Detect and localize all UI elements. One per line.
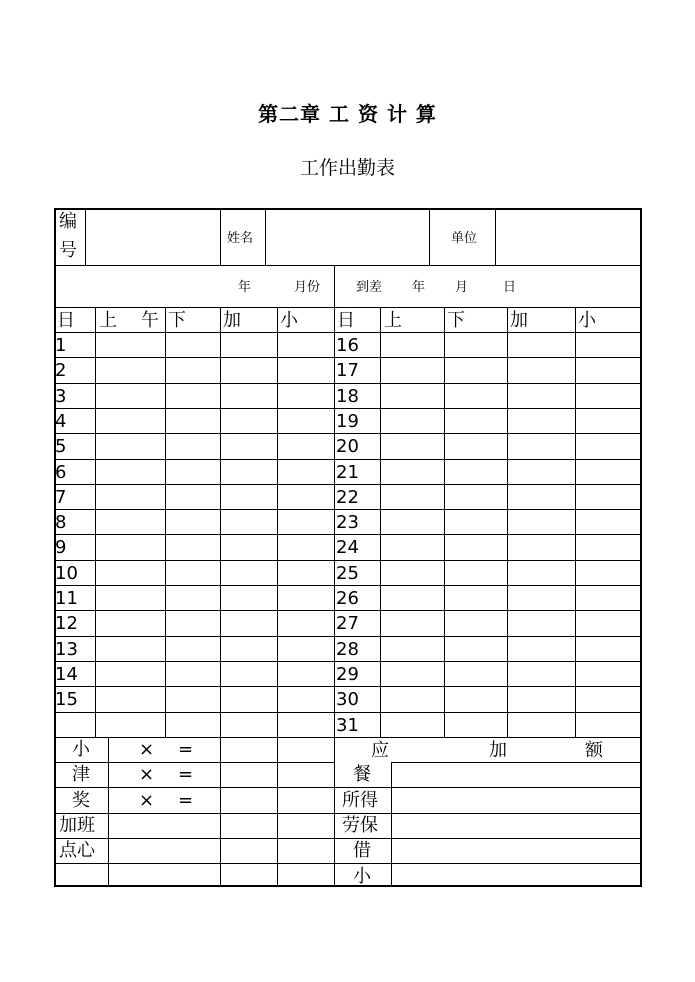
day-number: 29: [336, 664, 359, 685]
day-number: 4: [55, 411, 67, 432]
col-divider: [277, 307, 278, 887]
row-divider: [54, 383, 642, 384]
col-am-left: 上: [99, 310, 117, 331]
row-divider: [54, 509, 642, 510]
unit-label: 单位: [451, 231, 478, 246]
day-number: 3: [55, 386, 67, 407]
row-divider: [54, 737, 642, 738]
col-ot-right: 加: [510, 310, 528, 331]
row-divider: [54, 459, 642, 460]
day-number: 31: [336, 715, 359, 736]
day-number: 26: [336, 588, 359, 609]
col-divider: [334, 307, 335, 887]
row-divider: [54, 433, 642, 434]
col-divider: [265, 208, 266, 265]
row-divider: [54, 265, 642, 266]
col-divider: [165, 307, 166, 737]
col-divider: [220, 208, 221, 265]
day-number: 28: [336, 639, 359, 660]
form-title: 工作出勤表: [299, 157, 395, 179]
row-divider: [54, 408, 642, 409]
col-am2-left: 午: [141, 310, 159, 331]
id-label-top: 编: [59, 211, 77, 232]
day-number: 6: [55, 462, 67, 483]
day-number: 1: [55, 335, 67, 356]
day-number: 12: [55, 613, 78, 634]
row-divider: [54, 357, 642, 358]
day-number: 9: [55, 537, 67, 558]
day-number: 27: [336, 613, 359, 634]
col-divider: [380, 307, 381, 737]
day-number: 19: [336, 411, 359, 432]
month-label: 月份: [294, 280, 321, 295]
row-divider: [54, 534, 642, 535]
row-divider: [54, 762, 334, 763]
day-label-2: 日: [503, 280, 517, 295]
total-label-2: 加: [489, 740, 507, 761]
day-number: 7: [55, 487, 67, 508]
summary-left-label: 奖: [72, 790, 90, 811]
day-number: 22: [336, 487, 359, 508]
row-divider: [54, 863, 642, 864]
day-number: 23: [336, 512, 359, 533]
col-divider: [108, 737, 109, 887]
equals-sign: =: [178, 790, 194, 811]
times-sign: ×: [139, 764, 155, 785]
equals-sign: =: [178, 764, 194, 785]
row-divider: [54, 484, 642, 485]
row-divider: [54, 585, 642, 586]
summary-right-label: 劳保: [342, 815, 378, 836]
day-number: 5: [55, 436, 67, 457]
row-divider: [54, 838, 642, 839]
col-ot-left: 加: [223, 310, 241, 331]
row-divider: [54, 787, 642, 788]
summary-right-label: 餐: [353, 764, 371, 785]
col-pm-left: 下: [168, 310, 186, 331]
summary-right-label: 所得: [342, 790, 378, 811]
total-label-3: 额: [585, 740, 603, 761]
col-divider: [507, 307, 508, 737]
summary-left-label: 点心: [59, 840, 95, 861]
summary-right-label: 借: [353, 840, 371, 861]
summary-left-label: 加班: [59, 815, 95, 836]
total-label-1: 应: [371, 740, 389, 761]
col-sub-left: 小: [280, 310, 298, 331]
day-number: 30: [336, 689, 359, 710]
month-label-2: 月: [455, 280, 469, 295]
col-divider: [85, 208, 86, 265]
col-divider: [334, 265, 335, 307]
row-divider: [54, 686, 642, 687]
row-divider: [54, 560, 642, 561]
col-divider: [575, 307, 576, 737]
row-divider: [54, 661, 642, 662]
row-divider: [391, 762, 642, 763]
row-divider: [54, 636, 642, 637]
id-label-bottom: 号: [59, 240, 77, 261]
name-label: 姓名: [227, 231, 254, 246]
col-divider: [444, 307, 445, 737]
day-number: 18: [336, 386, 359, 407]
day-number: 2: [55, 360, 67, 381]
day-number: 20: [336, 436, 359, 457]
summary-left-label: 津: [72, 764, 90, 785]
col-am-right: 上: [384, 310, 402, 331]
col-divider: [495, 208, 496, 265]
col-day-right: 日: [337, 310, 355, 331]
row-divider: [54, 610, 642, 611]
day-number: 17: [336, 360, 359, 381]
day-number: 14: [55, 664, 78, 685]
row-divider: [54, 813, 642, 814]
day-number: 16: [336, 335, 359, 356]
row-divider: [54, 332, 642, 333]
day-number: 13: [55, 639, 78, 660]
col-sub-right: 小: [578, 310, 596, 331]
row-divider: [54, 307, 642, 308]
day-number: 15: [55, 689, 78, 710]
day-number: 10: [55, 563, 78, 584]
year-label: 年: [238, 280, 252, 295]
summary-left-label: 小: [72, 739, 90, 760]
day-number: 21: [336, 462, 359, 483]
year-label-2: 年: [412, 280, 426, 295]
day-number: 11: [55, 588, 78, 609]
times-sign: ×: [139, 790, 155, 811]
col-pm-right: 下: [447, 310, 465, 331]
until-label: 到差: [356, 280, 383, 295]
col-divider: [95, 307, 96, 737]
row-divider: [54, 712, 642, 713]
day-number: 24: [336, 537, 359, 558]
col-day-left: 日: [57, 310, 75, 331]
col-divider: [220, 307, 221, 887]
day-number: 25: [336, 563, 359, 584]
col-divider: [429, 208, 430, 265]
equals-sign: =: [178, 739, 194, 760]
summary-right-label: 小: [353, 866, 371, 887]
col-divider: [391, 762, 392, 887]
day-number: 8: [55, 512, 67, 533]
times-sign: ×: [139, 739, 155, 760]
chapter-title: 第二章 工 资 计 算: [258, 102, 437, 126]
